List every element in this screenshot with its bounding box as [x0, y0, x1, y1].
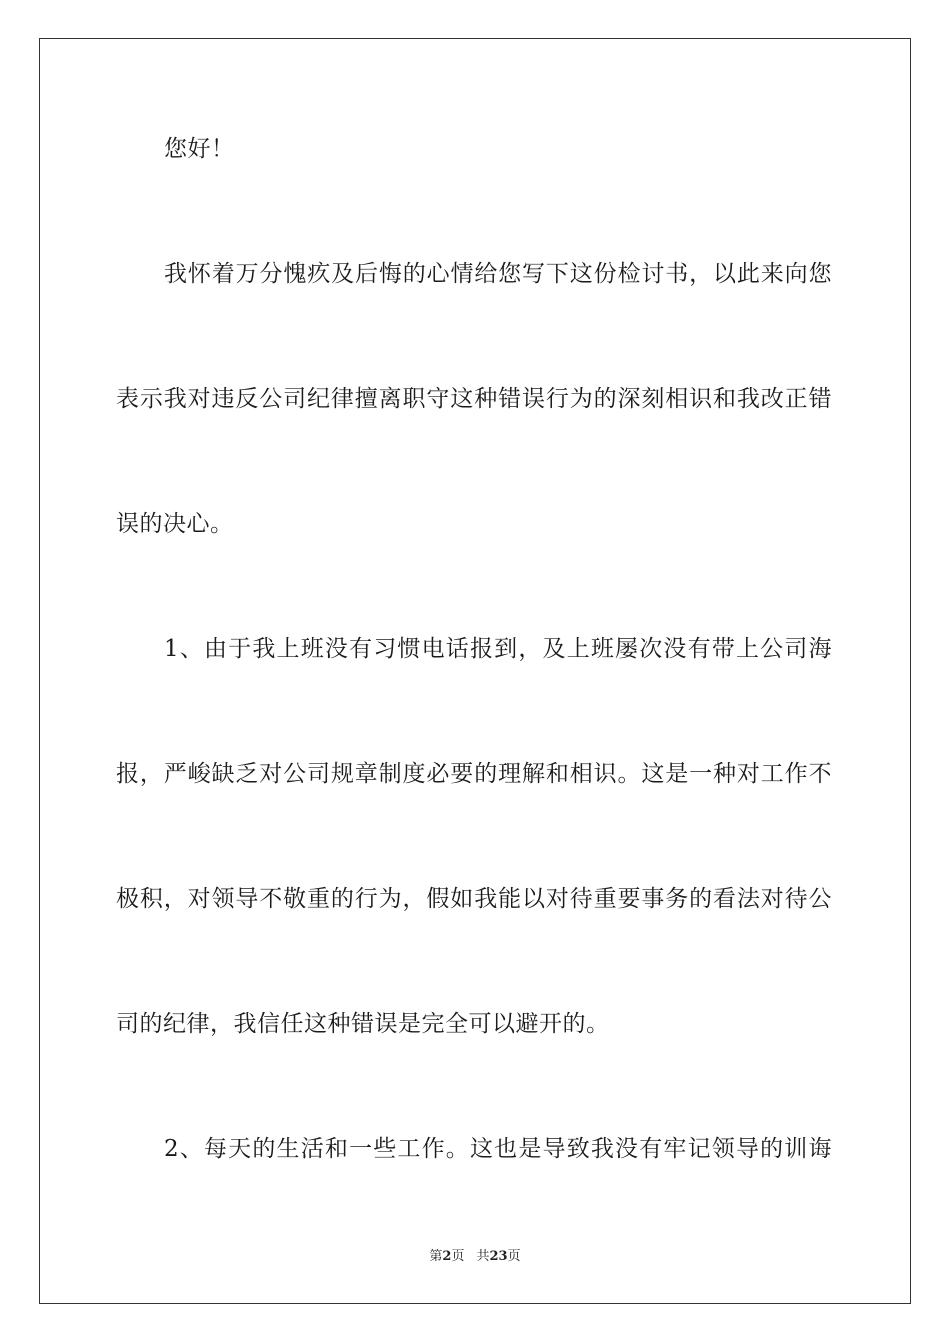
- total-suffix: 页: [507, 1249, 521, 1264]
- paragraph-1-line-1: 我怀着万分愧疚及后悔的心情给您写下这份检讨书，以此来向您: [164, 261, 832, 287]
- paragraph-2-line-3: 极积，对领导不敬重的行为，假如我能以对待重要事务的看法对待公: [116, 886, 832, 912]
- paragraph-2-line-4: 司的纪律，我信任这种错误是完全可以避开的。: [116, 1011, 610, 1037]
- page-frame: [39, 38, 911, 1304]
- paragraph-2-line-1: 1、由于我上班没有习惯电话报到，及上班屡次没有带上公司海: [164, 636, 832, 662]
- paragraph-3-line-1: 2、每天的生活和一些工作。这也是导致我没有牢记领导的训诲: [164, 1136, 832, 1162]
- greeting-line: 您好！: [164, 136, 235, 162]
- paragraph-1-line-2: 表示我对违反公司纪律擅离职守这种错误行为的深刻相识和我改正错: [116, 386, 832, 412]
- page-number: 2: [442, 1249, 452, 1264]
- page-footer: [0, 1248, 950, 1266]
- page-prefix: 第: [429, 1249, 443, 1264]
- total-prefix: 共: [476, 1249, 490, 1264]
- paragraph-2-line-2: 报，严峻缺乏对公司规章制度必要的理解和相识。这是一种对工作不: [116, 761, 832, 787]
- total-pages: 23: [489, 1249, 508, 1264]
- page-suffix: 页: [451, 1249, 465, 1264]
- paragraph-1-line-3: 误的决心。: [116, 511, 234, 537]
